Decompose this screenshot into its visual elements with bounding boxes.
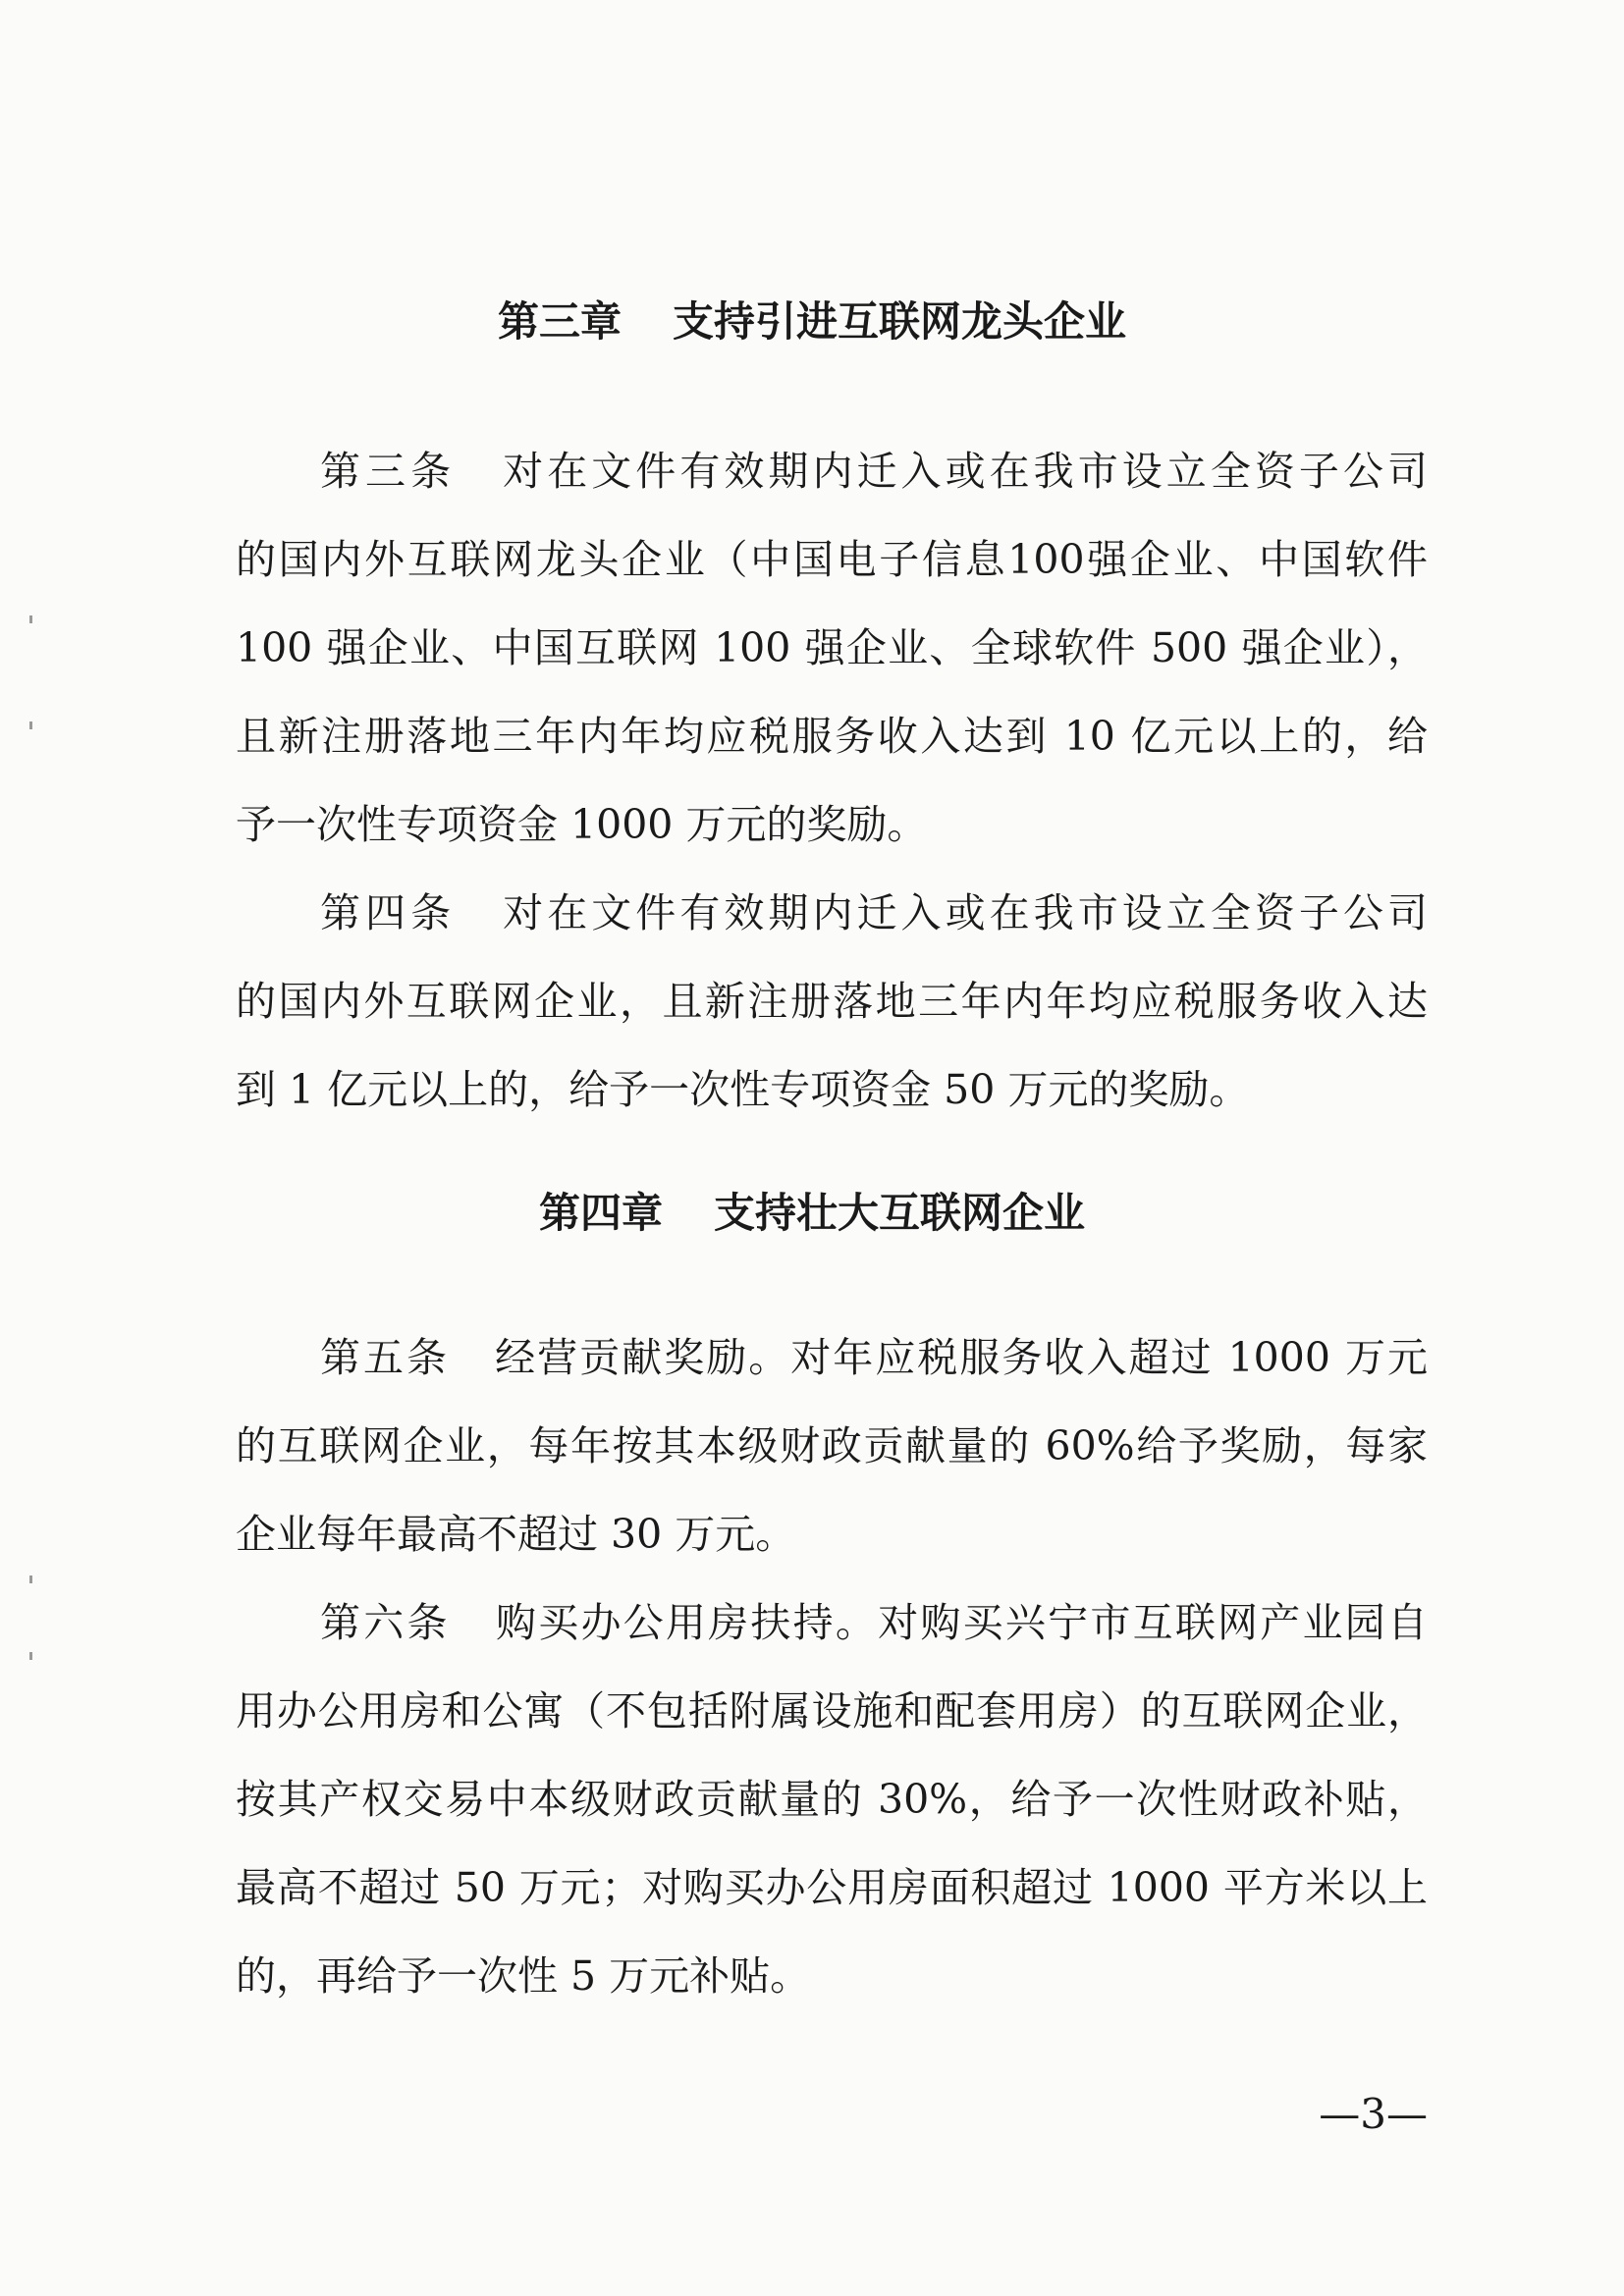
article-6-line-1 bbox=[320, 1593, 1428, 1652]
article-6-text-1: 购买办公用房扶持。对购买兴宁市互联网产业园自 bbox=[493, 1599, 1429, 1646]
article-5-label: 第五条 bbox=[320, 1334, 451, 1381]
chapter-3-heading bbox=[0, 296, 1624, 347]
chapter-4-heading bbox=[0, 1188, 1624, 1239]
article-3-line-4: 且新注册落地三年内年均应税服务收入达到 10 亿元以上的，给 bbox=[236, 713, 1428, 760]
article-3-line-1 bbox=[320, 442, 1428, 501]
scan-margin-mark bbox=[29, 721, 32, 729]
article-6-line-3: 按其产权交易中本级财政贡献量的 30%，给予一次性财政补贴， bbox=[236, 1776, 1428, 1823]
article-4-line-3: 到 1 亿元以上的，给予一次性专项资金 50 万元的奖励。 bbox=[236, 1066, 1250, 1113]
scan-margin-mark bbox=[29, 615, 32, 623]
article-3-label: 第三条 bbox=[320, 448, 457, 495]
article-4-text-1: 对在文件有效期内迁入或在我市设立全资子公司 bbox=[499, 889, 1428, 936]
article-6-label: 第六条 bbox=[320, 1599, 451, 1646]
article-3-line-2: 的国内外互联网龙头企业（中国电子信息100强企业、中国软件 bbox=[236, 536, 1428, 583]
article-6-line-4: 最高不超过 50 万元；对购买办公用房面积超过 1000 平方米以上 bbox=[236, 1864, 1428, 1911]
article-5-line-2: 的互联网企业，每年按其本级财政贡献量的 60%给予奖励，每家 bbox=[236, 1422, 1428, 1469]
article-6-line-2: 用办公用房和公寓（不包括附属设施和配套用房）的互联网企业， bbox=[236, 1687, 1428, 1735]
article-4-label: 第四条 bbox=[320, 889, 457, 936]
chapter-4-title: 支持壮大互联网企业 bbox=[714, 1189, 1086, 1237]
article-5-line-3: 企业每年最高不超过 30 万元。 bbox=[236, 1511, 796, 1558]
article-4-line-1 bbox=[320, 883, 1428, 942]
chapter-4-label: 第四章 bbox=[538, 1189, 663, 1237]
article-3-line-5: 予一次性专项资金 1000 万元的奖励。 bbox=[236, 801, 928, 848]
scan-margin-mark bbox=[29, 1652, 32, 1660]
article-4-line-2: 的国内外互联网企业，且新注册落地三年内年均应税服务收入达 bbox=[236, 978, 1428, 1025]
article-5-line-1 bbox=[320, 1328, 1428, 1387]
page-number: —3— bbox=[1319, 2090, 1428, 2138]
chapter-3-title: 支持引进互联网龙头企业 bbox=[673, 297, 1127, 346]
article-6-line-5: 的，再给予一次性 5 万元补贴。 bbox=[236, 1952, 811, 2000]
scan-margin-mark bbox=[29, 1575, 32, 1583]
article-3-line-3: 100 强企业、中国互联网 100 强企业、全球软件 500 强企业）， bbox=[236, 624, 1428, 671]
chapter-3-label: 第三章 bbox=[497, 297, 622, 346]
article-5-text-1: 经营贡献奖励。对年应税服务收入超过 1000 万元 bbox=[493, 1334, 1429, 1381]
article-3-text-1: 对在文件有效期内迁入或在我市设立全资子公司 bbox=[499, 448, 1428, 495]
